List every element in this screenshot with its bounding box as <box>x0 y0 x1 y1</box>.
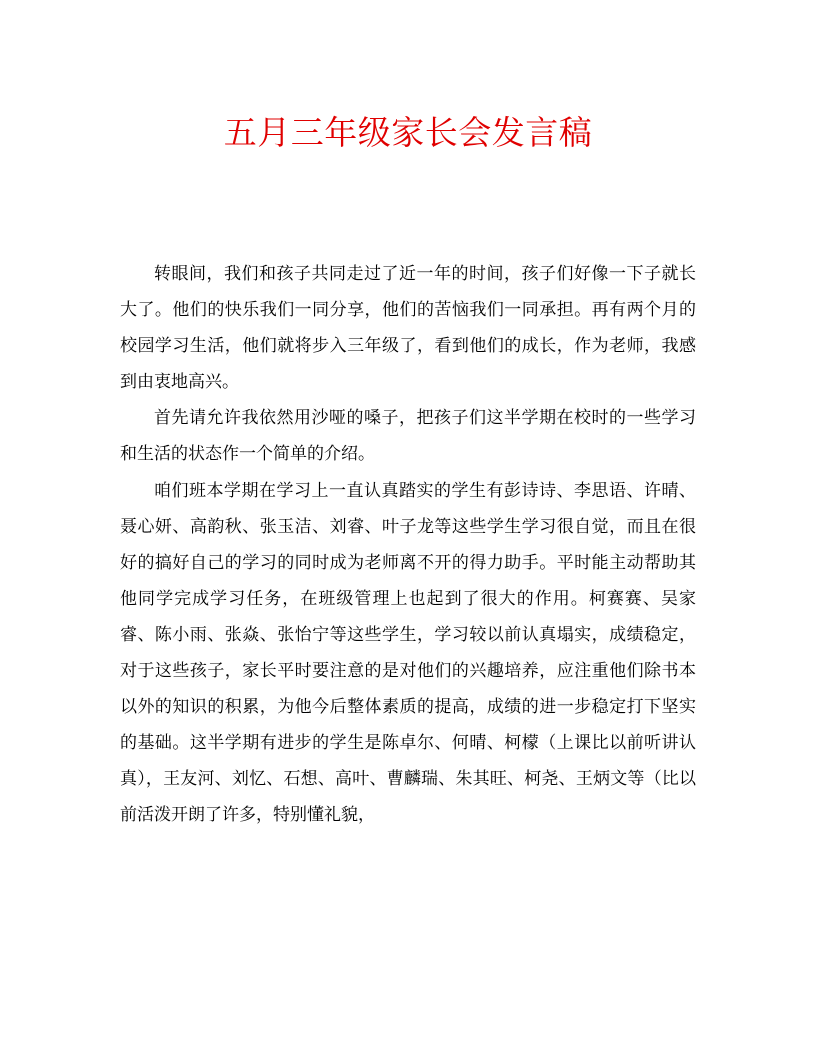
document-body <box>120 256 696 834</box>
paragraph: 首先请允许我依然用沙哑的嗓子，把孩子们这半学期在校时的一些学习和生活的状态作一个简单的介绍。 <box>120 408 696 465</box>
paragraph: 咱们班本学期在学习上一直认真踏实的学生有彭诗诗、李思语、许晴、聂心妍、高韵秋、张玉洁、刘睿、叶子龙等这些学生学习很自觉，而且在很好的搞好自己的学习的同时成为老师离不开的得力助手。平时能主动帮助其他同学完成学习任务，在班级管理上也起到了很大的作用。柯赛赛、吴家睿、陈小雨、张焱、张怡宁等这些学生，学习较以前认真塌实，成绩稳定，对于这些孩子，家长平时要注意的是对他们的兴趣培养，应注重他们除书本以外的知识的积累，为他今后整体素质的提高，成绩的进一步稳定打下坚实的基础。这半学期有进步的学生是陈卓尔、何晴、柯檬（上课比以前听讲认真），王友河、刘忆、石想、高叶、曹麟瑞、朱其旺、柯尧、王炳文等（比以前活泼开朗了许多，特别懂礼貌， <box>120 480 696 826</box>
paragraph: 转眼间，我们和孩子共同走过了近一年的时间，孩子们好像一下子就长大了。他们的快乐我们一同分享，他们的苦恼我们一同承担。再有两个月的校园学习生活，他们就将步入三年级了，看到他们的成长，作为老师，我感到由衷地高兴。 <box>120 264 696 393</box>
document-title: 五月三年级家长会发言稿 <box>223 113 593 152</box>
